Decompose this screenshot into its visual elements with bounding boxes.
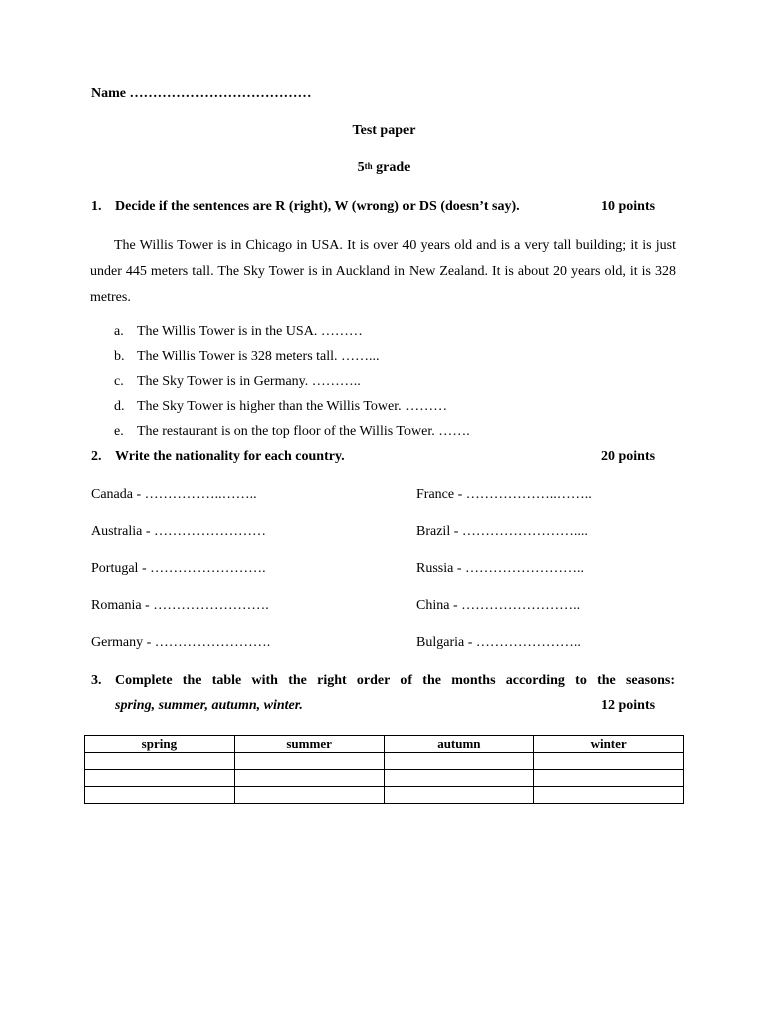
seasons-table — [84, 735, 684, 804]
country-france[interactable]: France - ………………..…….. — [416, 487, 592, 502]
q1-passage: The Willis Tower is in Chicago in USA. It is over 40 years old and is a very tall building; it is just under 445 meters tall. The Sky Tower is in Auckland in New Zealand. It is about 20 years old, it is 328 metres. — [90, 238, 676, 305]
q3-points: 12 points — [601, 698, 656, 713]
table-row — [85, 787, 684, 804]
name-blank[interactable]: ………………………………… — [129, 86, 312, 101]
grade-heading — [0, 160, 768, 176]
item-text: The restaurant is on the top floor of the Willis Tower. ……. — [137, 424, 470, 439]
name-field-line — [91, 86, 312, 102]
item-letter: e. — [114, 424, 124, 439]
table-cell[interactable] — [85, 787, 235, 804]
grade-ordinal: th — [364, 161, 373, 171]
table-cell[interactable] — [534, 753, 684, 770]
q2-number: 2. — [91, 449, 102, 464]
country-bulgaria[interactable]: Bulgaria - ………………….. — [416, 635, 581, 650]
header-winter: winter — [534, 736, 684, 753]
q2-instruction: Write the nationality for each country. — [115, 449, 345, 464]
table-cell[interactable] — [234, 753, 384, 770]
item-text: The Willis Tower is 328 meters tall. ……... — [137, 349, 380, 364]
item-text: The Sky Tower is higher than the Willis Tower. ……… — [137, 399, 448, 414]
item-text: The Willis Tower is in the USA. ……… — [137, 324, 363, 339]
country-portugal[interactable]: Portugal - ……………………. — [91, 561, 266, 576]
country-china[interactable]: China - …………………….. — [416, 598, 581, 613]
country-romania[interactable]: Romania - ……………………. — [91, 598, 269, 613]
q1-number: 1. — [91, 199, 102, 214]
grade-number: 5 — [357, 160, 365, 175]
q2-points: 20 points — [601, 449, 656, 464]
item-text: The Sky Tower is in Germany. ……….. — [137, 374, 361, 389]
table-cell[interactable] — [384, 770, 534, 787]
page-title: Test paper — [352, 123, 416, 138]
q3-instruction: Complete the table with the right order of the months according to the seasons: — [115, 673, 675, 688]
header-summer: summer — [234, 736, 384, 753]
table-cell[interactable] — [234, 787, 384, 804]
country-australia[interactable]: Australia - …………………… — [91, 524, 266, 539]
table-header-row — [85, 736, 684, 753]
header-spring: spring — [85, 736, 235, 753]
q3-seasons-list: spring, summer, autumn, winter. — [115, 698, 303, 713]
table-cell[interactable] — [384, 753, 534, 770]
table-cell[interactable] — [534, 787, 684, 804]
q1-instruction: Decide if the sentences are R (right), W (wrong) or DS (doesn’t say). — [115, 199, 520, 214]
table-row — [85, 770, 684, 787]
country-brazil[interactable]: Brazil - …………………….... — [416, 524, 588, 539]
country-canada[interactable]: Canada - ……………..…….. — [91, 487, 257, 502]
item-letter: d. — [114, 399, 125, 414]
table-cell[interactable] — [384, 787, 534, 804]
table-cell[interactable] — [85, 753, 235, 770]
table-cell[interactable] — [85, 770, 235, 787]
name-label: Name — [91, 86, 126, 101]
table-row — [85, 753, 684, 770]
grade-word: grade — [376, 160, 411, 175]
table-cell[interactable] — [534, 770, 684, 787]
country-russia[interactable]: Russia - …………………….. — [416, 561, 584, 576]
q3-number: 3. — [91, 673, 102, 688]
header-autumn: autumn — [384, 736, 534, 753]
item-letter: b. — [114, 349, 125, 364]
item-letter: c. — [114, 374, 124, 389]
q1-points: 10 points — [601, 199, 656, 214]
country-germany[interactable]: Germany - ……………………. — [91, 635, 271, 650]
item-letter: a. — [114, 324, 124, 339]
table-cell[interactable] — [234, 770, 384, 787]
